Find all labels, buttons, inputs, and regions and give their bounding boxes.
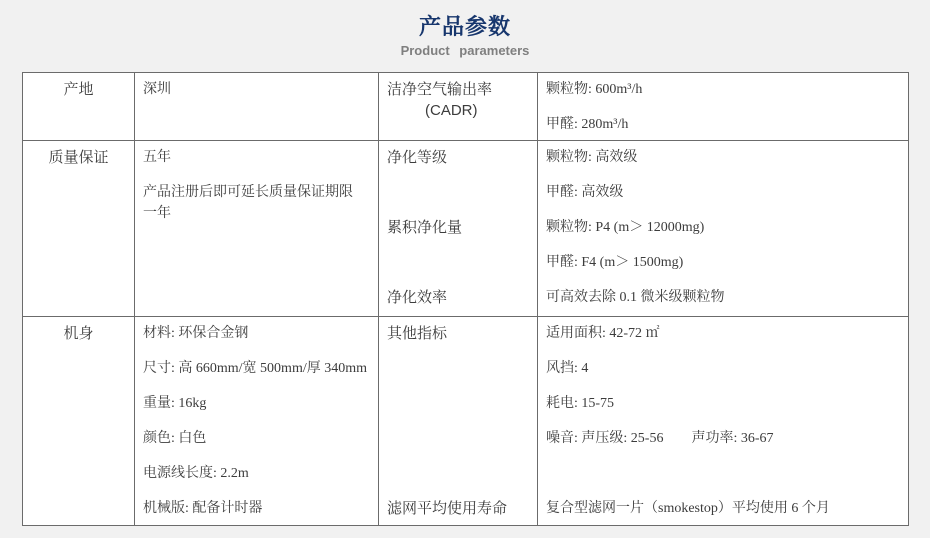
spec-value-cell: [538, 73, 903, 140]
cell-line: 尺寸: 高 660mm/宽 500mm/厚 340mm: [143, 361, 368, 376]
cell-line: [546, 463, 895, 498]
cell-line: 复合型滤网一片（smokestop）平均使用 6 个月: [546, 501, 830, 516]
cell-line: 甲醛: 高效级: [546, 185, 624, 200]
cell-line: [387, 463, 529, 498]
spec-label-cell: [379, 317, 538, 525]
spec-value-cell: [538, 317, 903, 525]
spec-label-cell: [379, 73, 538, 140]
spec-value-cell: [135, 317, 379, 525]
cell-line: 其他指标: [387, 325, 448, 342]
cell-line: 深圳: [143, 82, 171, 97]
cell-line: 机械版: 配备计时器: [143, 501, 263, 516]
cell-line: 五年: [143, 150, 171, 165]
product-parameters-table: [22, 72, 909, 526]
table-row: [23, 73, 908, 141]
cell-line: 颜色: 白色: [143, 431, 207, 446]
cell-line: 甲醛: F4 (m＞ 1500mg): [546, 255, 684, 270]
spec-value-cell: [135, 141, 379, 316]
cell-line: 材料: 环保合金钢: [143, 326, 249, 341]
cell-line: 电源线长度: 2.2m: [143, 466, 249, 481]
cell-line: 重量: 16kg: [143, 396, 207, 411]
cell-line: 累积净化量: [387, 219, 463, 236]
table-row: [23, 317, 908, 525]
cell-line: 滤网平均使用寿命: [387, 500, 508, 517]
cell-line: 净化效率: [387, 289, 448, 306]
table-row: [23, 141, 908, 317]
row-label: 产地: [63, 81, 94, 98]
spec-label-cell: [379, 141, 538, 316]
cell-line: 可高效去除 0.1 微米级颗粒物: [546, 290, 725, 305]
cell-line: 耗电: 15-75: [546, 396, 615, 411]
row-label-cell: [23, 317, 135, 525]
cell-line: 适用面积: 42-72 ㎡: [546, 326, 660, 341]
cell-line: 噪音: 声压级: 25-56 声功率: 36-67: [546, 431, 774, 446]
cell-line: 风挡: 4: [546, 361, 589, 376]
cell-line: [387, 393, 529, 428]
cell-line: 颗粒物: P4 (m＞ 12000mg): [546, 220, 705, 235]
cell-line: 颗粒物: 600m³/h: [546, 82, 643, 97]
cell-line: [387, 358, 529, 393]
cell-line: [387, 428, 529, 463]
page-subtitle: Product parameters: [400, 43, 530, 58]
cell-line: [387, 252, 529, 287]
page-header: [0, 14, 930, 60]
row-label-cell: [23, 141, 135, 316]
cell-line: [387, 182, 529, 217]
cell-line: (CADR): [425, 102, 478, 119]
cell-line: 一年: [143, 206, 171, 221]
cell-line: 产品注册后即可延长质量保证期限: [143, 185, 353, 200]
row-label-cell: [23, 73, 135, 140]
spec-value-cell: [135, 73, 379, 140]
cell-line: 颗粒物: 高效级: [546, 150, 638, 165]
cell-line: 洁净空气输出率: [387, 81, 493, 98]
page-title: 产品参数: [418, 14, 511, 39]
cell-line: 甲醛: 280m³/h: [546, 117, 629, 132]
row-label: 机身: [63, 325, 94, 342]
row-label: 质量保证: [48, 149, 109, 166]
cell-line: 净化等级: [387, 149, 448, 166]
spec-value-cell: [538, 141, 903, 316]
